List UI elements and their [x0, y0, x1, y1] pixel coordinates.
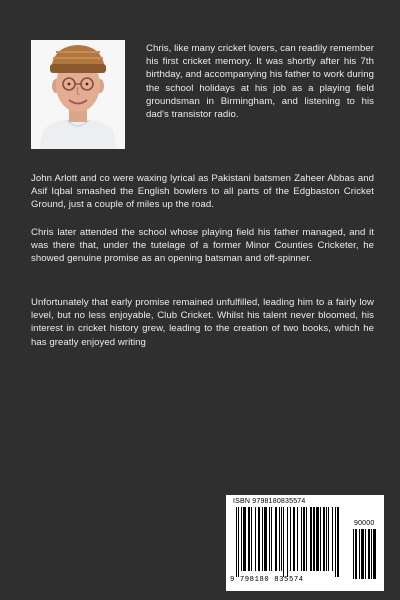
author-intro-paragraph: Chris, like many cricket lovers, can readily remember his first cricket memory. It was shortly after his 7th birthday, and accompanying his father to work during the school holidays at his job as a playing field groundsman in Birmingham, and listening to his dad's transistor radio.	[146, 43, 374, 121]
school-paragraph: Chris later attended the school whose playing field his father managed, and it was there that, under the tutelage of a former Minor Counties Cricketer, he showed genuine promise as an opening batsman and off-spinner.	[31, 227, 374, 265]
radio-memory-paragraph: John Arlott and co were waxing lyrical as Pakistani batsmen Zaheer Abbas and Asif Iqbal smashed the English bowlers to all parts of the Edgbaston Cricket Ground, just a couple of miles up the road.	[31, 173, 374, 211]
isbn-barcode	[226, 495, 384, 591]
books-paragraph: Unfortunately that early promise remained unfulfilled, leading him to a fairly low level, but no less enjoyable, Club Cricket. Whilst his talent never bloomed, his interest in cricket history grew, leading to the creation of two books, which he has greatly enjoyed writing	[31, 297, 374, 348]
price-code: 90000	[354, 520, 375, 527]
barcode-bars	[236, 507, 349, 577]
price-barcode-bars	[353, 529, 380, 585]
author-photo	[31, 40, 125, 149]
barcode-digits: 9 798180 835574	[230, 576, 304, 584]
isbn-label: ISBN 9798180835574	[233, 498, 306, 505]
